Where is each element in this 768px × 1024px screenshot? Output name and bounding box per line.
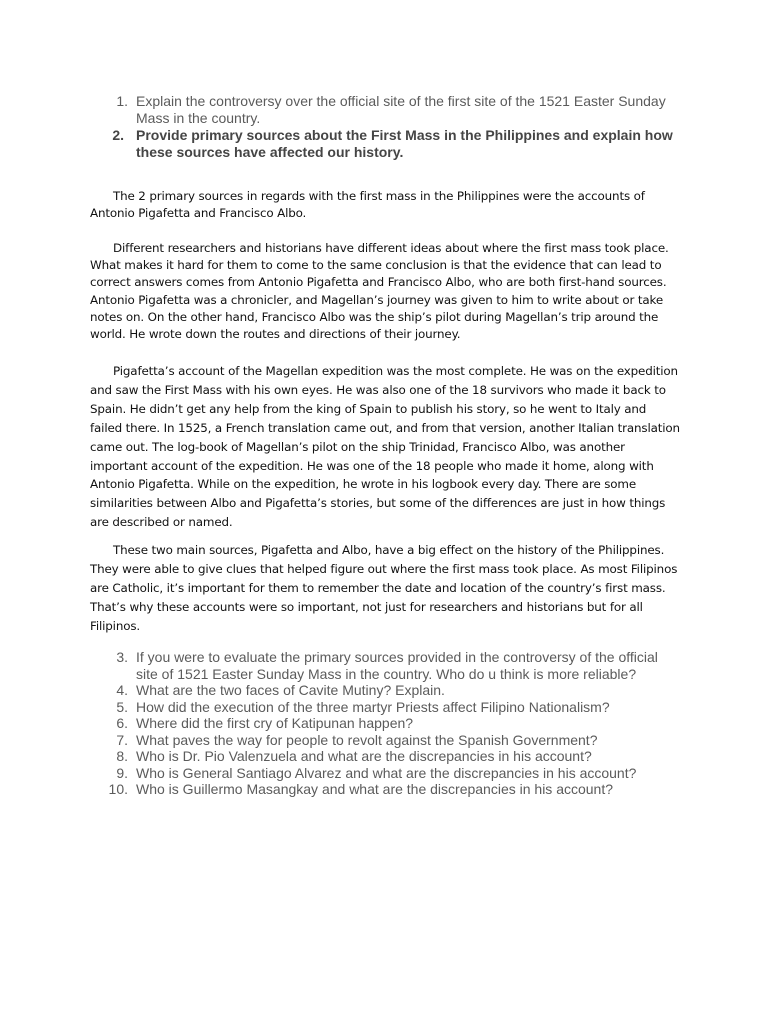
question-item bbox=[90, 748, 680, 765]
body-paragraph: The 2 primary sources in regards with the first mass in the Philippines were the accounts of Antonio Pigafetta and Francisco Albo. bbox=[90, 189, 645, 221]
question-number: 3. bbox=[116, 649, 128, 665]
question-item bbox=[90, 715, 680, 732]
question-number: 9. bbox=[116, 764, 128, 781]
body-paragraph: Pigafetta’s account of the Magellan expedition was the most complete. He was on the expedition and saw the First Mass with his own eyes. He was also one of the 18 survivors who made it back to Spain. He didn’t get any help from the king of Spain to publish his story, so he went to Italy and failed there. In 1525, a French translation came out, and from that version, another Italian translation came out. The log-book of Magellan’s pilot on the ship Trinidad, Francisco Albo, was another important account of the expedition. He was one of the 18 people who made it home, along with Antonio Pigafetta. While on the expedition, he wrote in his logbook every day. There are some similarities between Albo and Pigafetta’s stories, but some of the differences are just in how things are described or named. bbox=[90, 364, 680, 530]
question-number: 7. bbox=[116, 731, 128, 748]
question-number: 6. bbox=[116, 715, 128, 731]
question-number: 2. bbox=[112, 127, 124, 143]
question-item bbox=[90, 649, 680, 682]
question-text: Provide primary sources about the First Mass in the Philippines and explain how these sources have affected our history. bbox=[136, 127, 673, 160]
question-text: Who is Guillermo Masangkay and what are the discrepancies in his account? bbox=[136, 781, 614, 797]
body-paragraph: These two main sources, Pigafetta and Albo, have a big effect on the history of the Philippines. They were able to give clues that helped figure out where the first mass took place. As most Filipinos are Catholic, it’s important for them to remember the date and location of the country’s first mass. That’s why these accounts were so important, not just for researchers and historians but for all Filipinos. bbox=[90, 543, 678, 633]
question-text: Where did the first cry of Katipunan happen? bbox=[136, 715, 414, 731]
body-paragraph: Different researchers and historians have different ideas about where the first mass took place. What makes it hard for them to come to the same conclusion is that the evidence that can lead to correct answers comes from Antonio Pigafetta and Francisco Albo, who are both first-hand sources. Antonio Pigafetta was a chronicler, and Magellan’s journey was given to him to write about or take notes on. On the other hand, Francisco Albo was the ship’s pilot during Magellan’s trip around the world. He wrote down the routes and directions of their journey. bbox=[90, 241, 669, 342]
question-text: Who is General Santiago Alvarez and what are the discrepancies in his account? bbox=[136, 764, 637, 781]
question-item bbox=[90, 732, 680, 749]
question-number: 4. bbox=[116, 682, 128, 698]
question-list-bottom bbox=[90, 649, 680, 798]
question-list-top bbox=[90, 93, 680, 160]
question-item bbox=[90, 699, 680, 716]
question-number: 8. bbox=[116, 748, 128, 764]
question-number: 1. bbox=[116, 93, 128, 109]
question-item bbox=[90, 682, 680, 699]
question-text: What paves the way for people to revolt against the Spanish Government? bbox=[136, 731, 598, 748]
question-item bbox=[90, 93, 680, 126]
question-item bbox=[90, 127, 680, 160]
question-item bbox=[90, 781, 680, 798]
question-text: If you were to evaluate the primary sources provided in the controversy of the official site of 1521 Easter Sunday Mass in the country. Who do u think is more reliable? bbox=[136, 649, 658, 682]
question-text: What are the two faces of Cavite Mutiny? Explain. bbox=[136, 682, 445, 698]
question-text: Who is Dr. Pio Valenzuela and what are the discrepancies in his account? bbox=[136, 748, 592, 764]
question-text: How did the execution of the three martyr Priests affect Filipino Nationalism? bbox=[136, 698, 610, 715]
question-text: Explain the controversy over the official site of the first site of the 1521 Easter Sunday Mass in the country. bbox=[136, 93, 666, 126]
question-number: 10. bbox=[108, 781, 128, 797]
question-item bbox=[90, 765, 680, 782]
question-number: 5. bbox=[116, 698, 128, 715]
